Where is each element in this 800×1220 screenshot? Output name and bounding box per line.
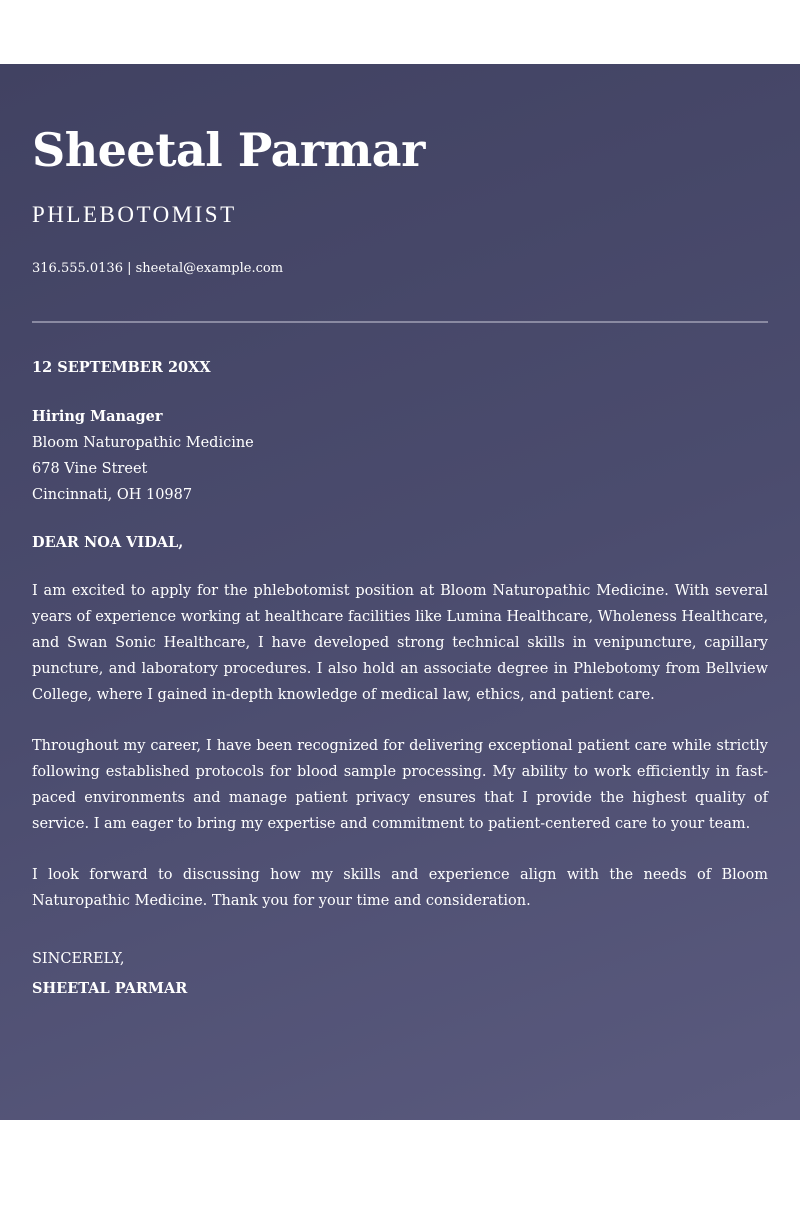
recipient-company: Bloom Naturopathic Medicine — [32, 435, 254, 451]
recipient-street: 678 Vine Street — [32, 461, 148, 477]
closing-phrase: SINCERELY, — [32, 951, 125, 967]
letter-body — [32, 578, 768, 939]
recipient-city: Cincinnati, OH 10987 — [32, 487, 193, 503]
closing-block — [32, 944, 187, 1004]
contact-info: 316.555.0136 | sheetal@example.com — [32, 261, 284, 276]
body-paragraph: I am excited to apply for the phlebotomist position at Bloom Naturopathic Medicine. With several years of experience working at healthcare facilities like Lumina Healthcare, Wholeness Healthcare, and Swan Sonic Healthcare, I have developed strong technical skills in venipuncture, capillary puncture, and laboratory procedures. I also hold an associate degree in Phlebotomy from Bellview College, where I gained in-depth knowledge of medical law, ethics, and patient care. — [32, 583, 768, 703]
recipient-name: Hiring Manager — [32, 408, 163, 425]
body-paragraph: Throughout my career, I have been recognized for delivering exceptional patient care while strictly following established protocols for blood sample processing. My ability to work efficiently in fast-paced environments and manage patient privacy ensures that I provide the highest quality of service. I am eager to bring my expertise and commitment to patient-centered care to your team. — [32, 738, 768, 832]
signature-name: SHEETAL PARMAR — [32, 980, 188, 997]
header-divider — [32, 321, 768, 323]
salutation: DEAR NOA VIDAL, — [32, 534, 184, 551]
job-title: PHLEBOTOMIST — [32, 202, 237, 227]
applicant-name: Sheetal Parmar — [32, 123, 425, 177]
cover-letter-page — [0, 64, 800, 1120]
letter-date: 12 SEPTEMBER 20XX — [32, 359, 211, 376]
body-paragraph: I look forward to discussing how my skills and experience align with the needs of Bloom Naturopathic Medicine. Thank you for your time and consideration. — [32, 867, 768, 909]
recipient-block — [32, 404, 254, 508]
